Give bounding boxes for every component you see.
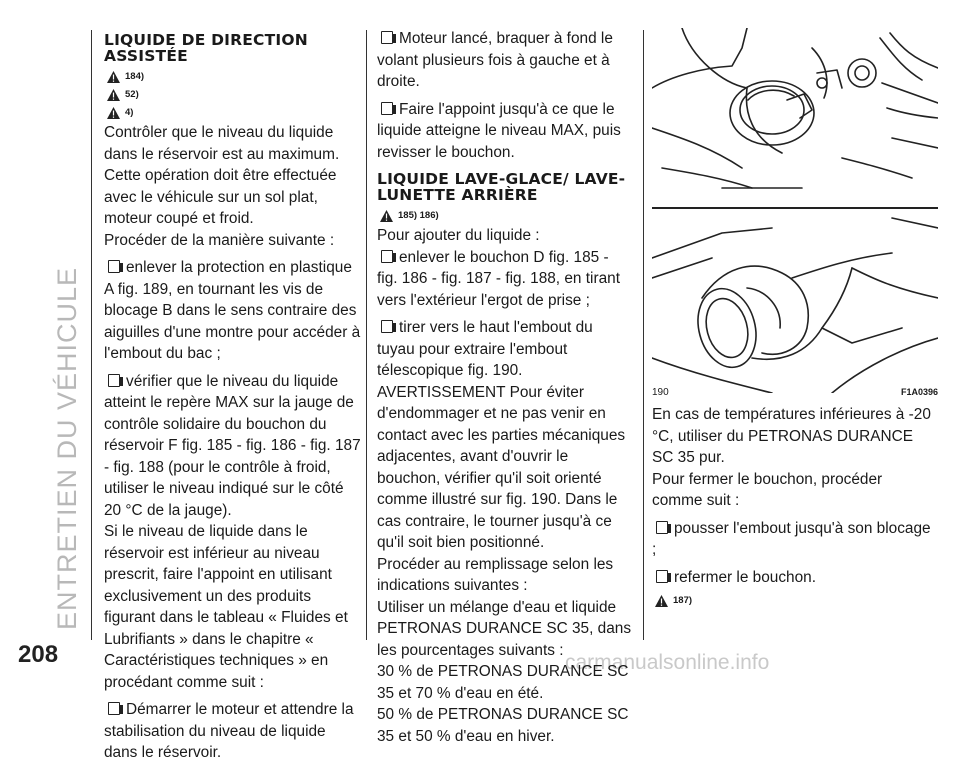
paragraph: 50 % de PETRONAS DURANCE SC 35 et 50 % d'eau en hiver. xyxy=(377,706,629,745)
bullet-item xyxy=(377,247,633,312)
bullet-item xyxy=(652,567,934,589)
watermark: carmanualsonline.info xyxy=(565,651,770,674)
washer-reservoir-drawing xyxy=(652,28,938,393)
paragraph: En cas de températures inférieures à -20 °C, utiliser du PETRONAS DURANCE SC 35 pur. xyxy=(652,406,931,466)
bullet-text: Faire l'appoint jusqu'à ce que le liquide atteigne le niveau MAX, puis revisser le bouchon. xyxy=(377,100,621,161)
paragraph: Contrôler que le niveau du liquide dans le réservoir est au maximum. Cette opération doit être effectuée avec le véhicule sur un sol plat, moteur coupé et froid. xyxy=(104,124,340,227)
column-divider xyxy=(643,30,644,640)
warning-ref xyxy=(379,207,633,225)
checkbox-bullet-icon xyxy=(108,374,120,387)
paragraph: Pour fermer le bouchon, procéder comme suit : xyxy=(652,470,883,509)
warning-triangle-icon xyxy=(106,70,121,84)
column-1 xyxy=(104,28,362,764)
warning-ref xyxy=(106,86,362,104)
bullet-text: enlever la protection en plastique A fig. 189, en tournant les vis de blocage B dans le sens contraire des aiguilles d'une montre pour accéder à l'embout du bac ; xyxy=(104,259,361,362)
warning-ref-label: 185) 186) xyxy=(398,210,439,222)
section-heading: LIQUIDE LAVE-GLACE/ LAVE-LUNETTE ARRIÈRE xyxy=(377,170,626,204)
bullet-item xyxy=(652,518,934,561)
warning-triangle-icon xyxy=(654,594,669,608)
checkbox-bullet-icon xyxy=(656,521,668,534)
checkbox-bullet-icon xyxy=(381,320,393,333)
warning-ref xyxy=(654,592,934,610)
warning-ref-label: 187) xyxy=(673,595,693,607)
bullet-text: refermer le bouchon. xyxy=(674,568,817,586)
warning-triangle-icon xyxy=(106,88,121,102)
warning-ref xyxy=(106,68,362,86)
warning-ref-label: 4) xyxy=(125,107,134,119)
bullet-text: Moteur lancé, braquer à fond le volant plusieurs fois à gauche et à droite. xyxy=(377,30,613,90)
paragraph: Pour ajouter du liquide : xyxy=(377,227,540,244)
paragraph: Si le niveau de liquide dans le réservoir est inférieur au niveau prescrit, faire l'appoint en utilisant exclusivement un des produits figurant dans le tableau « Fluides et Lubrifiants » dans le chapitre « Caractéristiques techniques » en procédant comme suit : xyxy=(104,523,348,691)
bullet-text: enlever le bouchon D fig. 185 - fig. 186 - fig. 187 - fig. 188, en tirant vers l'extérieur l'ergot de prise ; xyxy=(377,248,620,309)
checkbox-bullet-icon xyxy=(381,250,393,263)
bullet-item xyxy=(377,317,633,382)
bullet-item xyxy=(377,99,633,164)
figure-caption xyxy=(652,384,938,400)
bullet-item xyxy=(104,699,362,764)
bullet-text: vérifier que le niveau du liquide atteint le repère MAX sur la jauge de contrôle solidaire du bouchon du réservoir F fig. 185 - fig. 186 - fig. 187 - fig. 188 (pour le contrôle à froid, utiliser le niveau indiqué sur le côté 20 °C de la jauge). xyxy=(104,372,361,519)
page-number: 208 xyxy=(18,641,59,668)
paragraph: Procéder au remplissage selon les indications suivantes : xyxy=(377,555,614,594)
bullet-text: pousser l'embout jusqu'à son blocage ; xyxy=(652,519,931,558)
checkbox-bullet-icon xyxy=(108,702,120,715)
bullet-text: tirer vers le haut l'embout du tuyau pour extraire l'embout télescopique fig. 190. xyxy=(377,319,593,379)
bullet-item xyxy=(104,257,362,365)
column-3 xyxy=(652,404,934,610)
figure-number: 190 xyxy=(652,386,669,398)
figure-code: F1A0396 xyxy=(900,387,938,397)
warning-ref-label: 52) xyxy=(125,89,139,101)
warning-triangle-icon xyxy=(379,209,394,223)
warning-ref-label: 184) xyxy=(125,71,145,83)
column-2 xyxy=(377,28,633,747)
column-divider xyxy=(366,30,367,640)
paragraph: 30 % de PETRONAS DURANCE SC 35 et 70 % d'eau en été. xyxy=(377,663,629,702)
bullet-text: Démarrer le moteur et attendre la stabilisation du niveau de liquide dans le réservoir. xyxy=(104,701,354,761)
warning-ref xyxy=(106,104,362,122)
figure-190-illustration xyxy=(652,28,938,393)
paragraph: AVERTISSEMENT Pour éviter d'endommager et ne pas venir en contact avec les parties mécaniques adjacentes, avant d'ouvrir le bouchon, vérifier qu'il soit orienté comme illustré sur fig. 190. Dans le cas contraire, le tourner jusqu'à ce qu'il soit bien positionné. xyxy=(377,383,626,551)
checkbox-bullet-icon xyxy=(381,31,393,44)
bullet-item xyxy=(377,28,633,93)
column-divider xyxy=(91,30,92,640)
warning-triangle-icon xyxy=(106,106,121,120)
section-heading: LIQUIDE DE DIRECTION ASSISTÉE xyxy=(104,31,308,65)
bullet-item xyxy=(104,371,362,522)
checkbox-bullet-icon xyxy=(381,102,393,115)
checkbox-bullet-icon xyxy=(656,570,668,583)
chapter-side-title: ENTRETIEN DU VÉHICULE xyxy=(52,266,82,630)
paragraph: Utiliser un mélange d'eau et liquide PETRONAS DURANCE SC 35, dans les pourcentages suivants : xyxy=(377,598,632,659)
paragraph: Procéder de la manière suivante : xyxy=(104,231,335,249)
checkbox-bullet-icon xyxy=(108,260,120,273)
